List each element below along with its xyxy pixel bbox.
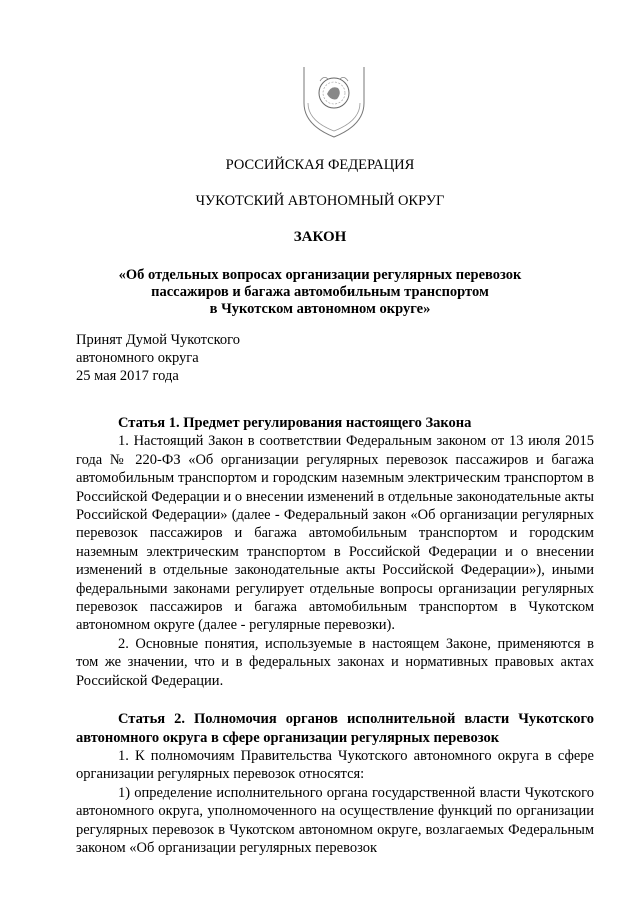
article-2-heading: Статья 2. Полномочия органов исполнительной власти Чукотского автономного округа в сфере организации регулярных перевозок (76, 711, 594, 746)
adoption-block (76, 331, 240, 385)
law-title (0, 267, 640, 318)
adoption-line: Принят Думой Чукотского (76, 332, 241, 348)
coat-of-arms-icon (298, 63, 370, 141)
law-title-line: «Об отдельных вопросах организации регулярных перевозок (118, 267, 522, 283)
law-body (76, 414, 594, 857)
law-title-line: в Чукотском автономном округе» (209, 301, 431, 317)
country-heading: РОССИЙСКАЯ ФЕДЕРАЦИЯ (225, 157, 415, 173)
article-2-paragraph-1: 1. К полномочиям Правительства Чукотского автономного округа в сфере организации регулярных перевозок относятся: (76, 747, 594, 783)
adoption-date: 25 мая 2017 года (76, 368, 179, 384)
article-1-paragraph-1: 1. Настоящий Закон в соответствии Федеральным законом от 13 июля 2015 года № 220-ФЗ «Об организации регулярных перевозок пассажиров и багажа автомобильным транспортом и городским наземным электрическим транспортом в Российской Федерации и о внесении изменений в отдельные законодательные акты Российской Федерации» (далее - Федеральный закон «Об организации регулярных перевозок пассажиров и багажа автомобильным транспортом и городским наземным электрическим транспортом в Российской Федерации и о внесении изменений в отдельные законодательные акты Российской Федерации»), иными федеральными законами регулирует отдельные вопросы организации регулярных перевозок пассажиров и багажа автомобильным транспортом в Чукотском автономном округе (далее - регулярные перевозки). (76, 433, 594, 634)
law-title-line: пассажиров и багажа автомобильным транспортом (151, 284, 489, 300)
article-1-heading: Статья 1. Предмет регулирования настоящего Закона (118, 415, 472, 431)
article-1-paragraph-2: 2. Основные понятия, используемые в настоящем Законе, применяются в том же значении, что и в федеральных законах и нормативных правовых актах Российской Федерации. (76, 635, 594, 689)
adoption-line: автономного округа (76, 350, 199, 366)
document-type: ЗАКОН (293, 229, 347, 245)
region-heading: ЧУКОТСКИЙ АВТОНОМНЫЙ ОКРУГ (195, 193, 445, 209)
article-2-paragraph-2: 1) определение исполнительного органа государственной власти Чукотского автономного округа, уполномоченного на осуществление функций по организации регулярных перевозок в Чукотском автономном округе, возлагаемых Федеральным законом «Об организации регулярных перевозок (76, 784, 594, 856)
